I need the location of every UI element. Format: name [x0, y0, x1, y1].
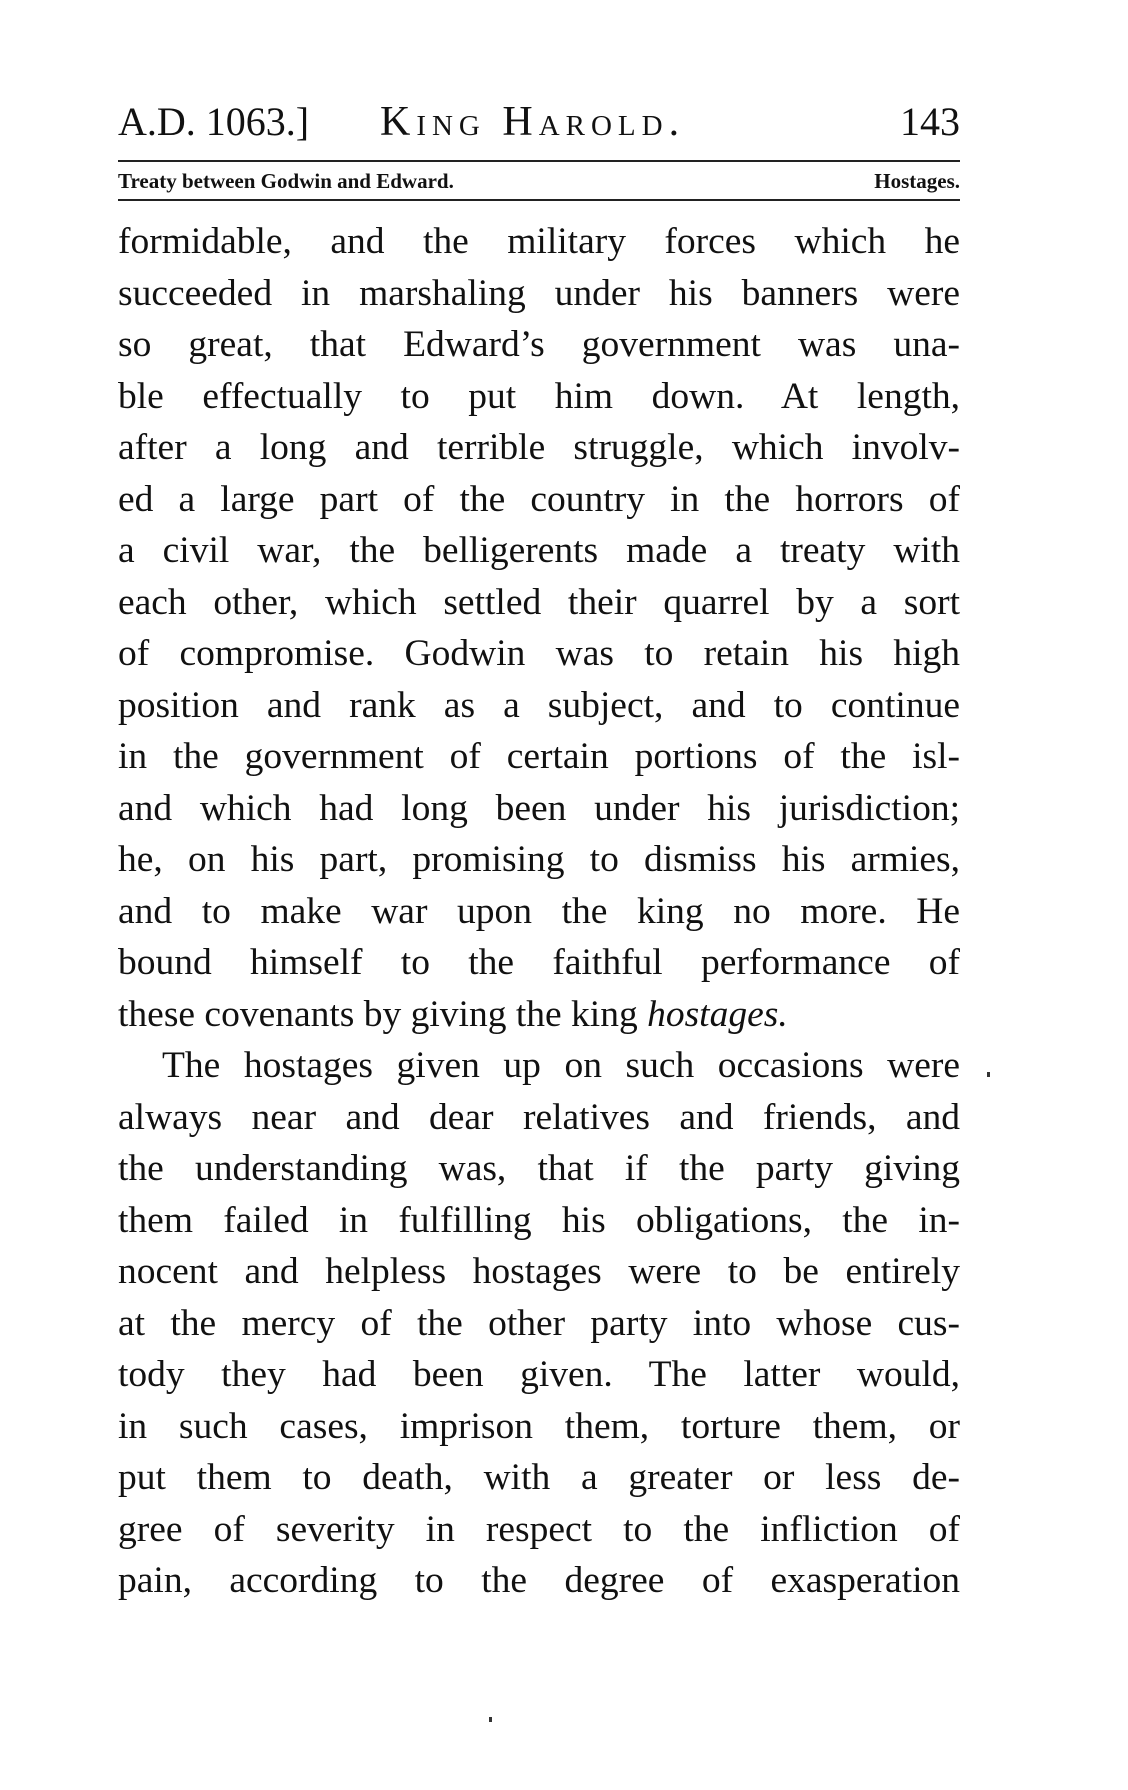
text-line: in the government of certain portions of the isl-: [118, 736, 960, 777]
running-head-date: A.D. 1063.]: [118, 99, 310, 144]
text-line: and to make war upon the king no more. He: [118, 890, 960, 932]
text-line: always near and dear relatives and friends, and: [118, 1096, 960, 1138]
emphasis-hostages: hostages.: [647, 993, 788, 1035]
text-line: of compromise. Godwin was to retain his high: [118, 633, 960, 674]
text-line: ble effectually to put him down. At length,: [118, 375, 960, 417]
subheader: [118, 160, 960, 198]
text-line: put them to death, with a greater or less de-: [118, 1457, 960, 1498]
text-line: in such cases, imprison them, torture them, or: [118, 1405, 960, 1447]
text-line: formidable, and the military forces which he: [118, 221, 960, 262]
paragraph-2: [118, 1040, 960, 1607]
text-line-indented: The hostages given up on such occasions were: [162, 1045, 960, 1086]
text-line: succeeded in marshaling under his banners were: [118, 272, 960, 314]
text-line: a civil war, the belligerents made a treaty with: [118, 530, 960, 571]
ink-speck: [987, 1072, 990, 1077]
text-line: pain, according to the degree of exasperation: [118, 1560, 960, 1601]
subheader-topic: Treaty between Godwin and Edward.: [118, 169, 454, 193]
text-line: each other, which settled their quarrel by a sort: [118, 581, 960, 623]
body-text: [118, 216, 960, 1607]
running-head-title: King Harold.: [380, 99, 686, 145]
running-head: [118, 92, 960, 152]
text-line: and which had long been under his jurisdiction;: [118, 787, 960, 829]
text-line-last: [118, 989, 960, 1041]
text-line: he, on his part, promising to dismiss his armies,: [118, 839, 960, 880]
text-line: position and rank as a subject, and to continue: [118, 684, 960, 726]
subheader-keyword: Hostages.: [874, 169, 960, 193]
text-line: so great, that Edward’s government was una-: [118, 324, 960, 365]
text-line: them failed in fulfilling his obligations, the in-: [118, 1199, 960, 1241]
text-run: these covenants by giving the king: [118, 993, 648, 1035]
text-line: gree of severity in respect to the infliction of: [118, 1508, 960, 1550]
text-line: bound himself to the faithful performance of: [118, 942, 960, 983]
paragraph-1: [118, 216, 960, 1040]
text-line: tody they had been given. The latter would,: [118, 1354, 960, 1395]
text-line: after a long and terrible struggle, which involv-: [118, 427, 960, 468]
page-number: 143: [900, 99, 960, 144]
subheader-rule: [118, 199, 960, 201]
text-line: ed a large part of the country in the horrors of: [118, 478, 960, 520]
ink-speck: [489, 1717, 492, 1722]
text-line: the understanding was, that if the party giving: [118, 1148, 960, 1189]
text-line: at the mercy of the other party into whose cus-: [118, 1302, 960, 1344]
text-line: nocent and helpless hostages were to be entirely: [118, 1251, 960, 1292]
